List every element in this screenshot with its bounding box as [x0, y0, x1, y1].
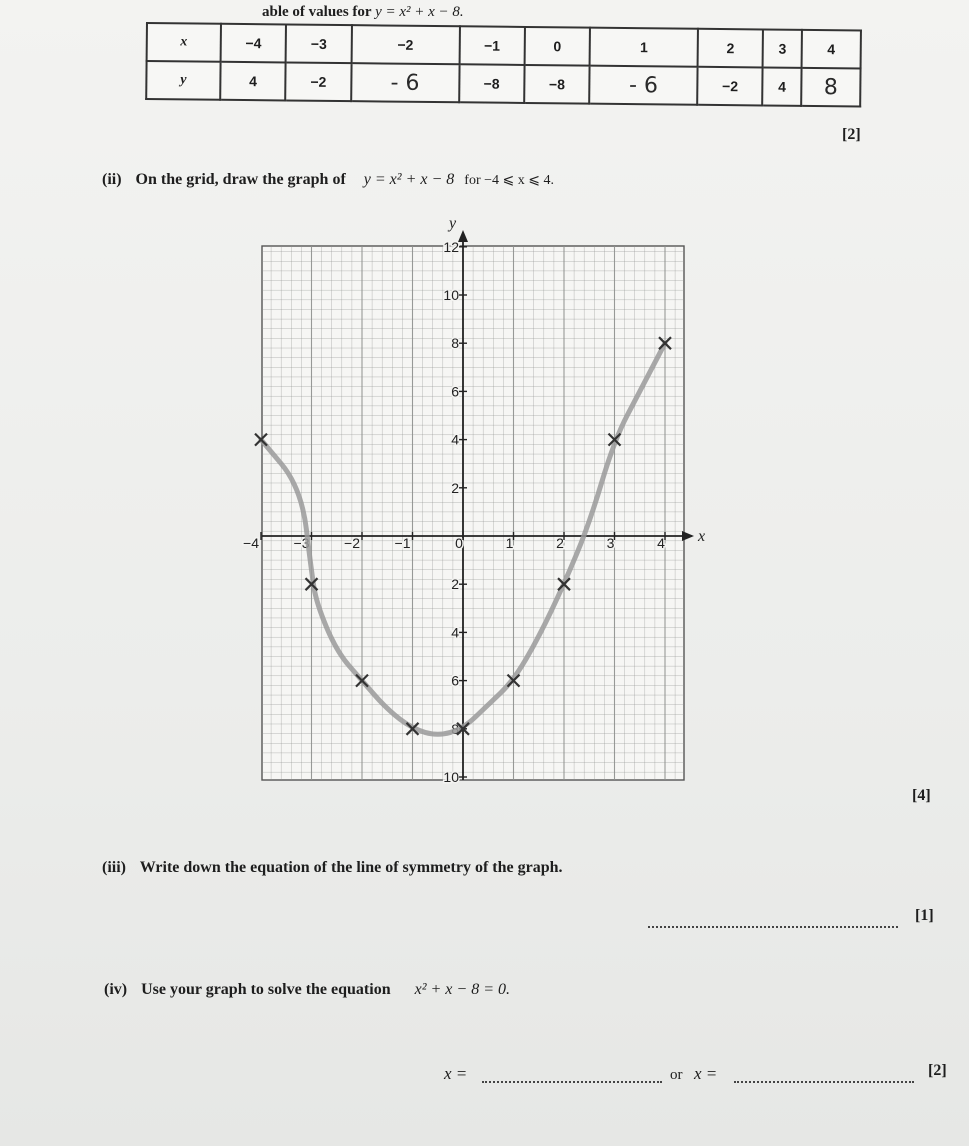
- y-cell: −2: [286, 62, 352, 101]
- x-tick-label: −1: [394, 535, 411, 551]
- mark-table: [2]: [842, 126, 861, 143]
- y-cell: - 6: [589, 66, 697, 105]
- question-iii-text: Write down the equation of the line of symmetry of the graph.: [139, 859, 563, 876]
- question-iii-label: (iii): [102, 859, 126, 876]
- answer-1-line[interactable]: [482, 1081, 662, 1083]
- y-tick-label: 12: [443, 238, 459, 255]
- x-cell: 1: [590, 28, 698, 67]
- y-tick-label: 4: [451, 624, 459, 641]
- y-cell: 8: [801, 68, 860, 107]
- x-axis-label: x: [698, 528, 706, 545]
- x-cell: 0: [524, 27, 590, 66]
- x-tick-label: 3: [606, 535, 615, 551]
- question-iv-label: (iv): [104, 981, 128, 998]
- x-tick-label: −3: [293, 535, 310, 551]
- x-tick-label: 1: [505, 535, 514, 551]
- y-cell: −8: [459, 64, 525, 103]
- symmetry-answer-line[interactable]: [648, 926, 898, 928]
- x-tick-label: −2: [344, 535, 360, 551]
- y-cell: −2: [697, 67, 763, 106]
- x-cell: −3: [286, 24, 352, 63]
- y-cell: 4: [763, 67, 802, 105]
- y-tick-label: 8: [451, 335, 459, 352]
- grid: [262, 246, 684, 780]
- x-row-label: x: [147, 23, 221, 62]
- x-cell: 4: [802, 30, 861, 69]
- x-tick-label: −4: [243, 535, 259, 551]
- x-cell: 2: [698, 29, 764, 68]
- y-cell: −8: [524, 65, 590, 104]
- answer-2-prefix: x =: [694, 1064, 718, 1083]
- answer-1-prefix: x =: [444, 1064, 468, 1083]
- x-cell: −1: [459, 26, 525, 65]
- question-iv-equation: x² + x − 8 = 0.: [414, 981, 510, 998]
- y-tick-label: 2: [451, 479, 459, 496]
- y-tick-label: 4: [451, 431, 459, 448]
- x-cell: −2: [351, 25, 459, 64]
- x-axis-arrow: [682, 531, 694, 541]
- y-row-label: y: [146, 61, 220, 100]
- y-tick-label: 6: [451, 383, 459, 400]
- question-ii-label: (ii): [102, 171, 122, 188]
- x-cell: −4: [221, 24, 287, 63]
- y-tick-label: 2: [451, 576, 459, 593]
- x-tick-label: 0: [455, 535, 463, 551]
- table-intro-equation: y = x² + x − 8.: [375, 4, 464, 20]
- y-cell: - 6: [351, 63, 459, 102]
- question-ii-text: On the grid, draw the graph of: [135, 171, 346, 188]
- x-cell: 3: [763, 29, 802, 67]
- x-tick-label: 2: [556, 535, 564, 551]
- mark-graph: [4]: [912, 787, 931, 804]
- mark-solve: [2]: [928, 1062, 947, 1079]
- question-ii-equation: y = x² + x − 8: [363, 171, 455, 188]
- y-tick-label: 8: [451, 720, 459, 737]
- or-text: or: [670, 1067, 683, 1083]
- y-axis-arrow: [458, 230, 468, 242]
- x-tick-label: 4: [657, 535, 665, 551]
- y-tick-label: 10: [443, 769, 459, 785]
- question-iii: [102, 859, 563, 877]
- answer-2-line[interactable]: [734, 1081, 914, 1083]
- y-axis-label: y: [449, 215, 457, 232]
- question-iv-text: Use your graph to solve the equation: [141, 981, 391, 998]
- question-ii-range: for −4 ⩽ x ⩽ 4.: [464, 173, 554, 188]
- y-tick-label: 10: [443, 287, 459, 303]
- y-cell: 4: [220, 62, 286, 101]
- mark-symmetry: [1]: [915, 907, 934, 924]
- question-iv: [104, 981, 510, 999]
- y-tick-label: 6: [451, 672, 459, 689]
- table-intro-text: able of values for: [262, 4, 372, 20]
